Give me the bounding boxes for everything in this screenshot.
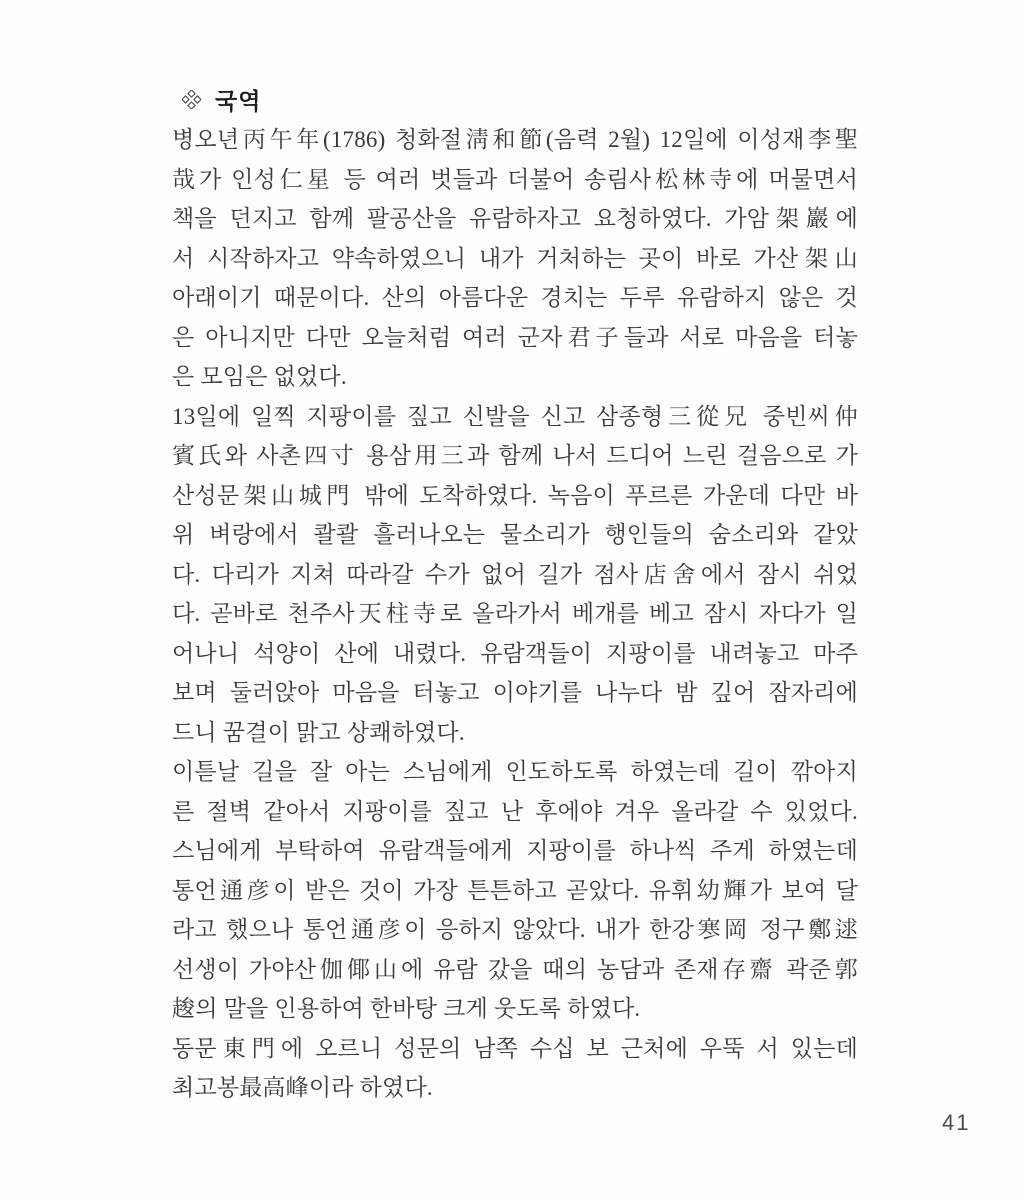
- text-line: 이튿날 길을 잘 아는 스님에게 인도하도록 하였는데 길이 깎아지: [172, 759, 858, 784]
- text-line: 선생이 가야산伽倻山에 유람 갔을 때의 농담과 존재存齋 곽준郭: [172, 956, 858, 982]
- text-line: 賓氏와 사촌四寸 용삼用三과 함께 나서 드디어 느린 걸음으로 가: [172, 443, 858, 468]
- text-line: 哉가 인성仁星 등 여러 벗들과 더불어 송림사松林寺에 머물면서: [172, 166, 858, 192]
- text-line: 산성문架山城門 밖에 도착하였다. 녹음이 푸르른 가운데 다만 바: [172, 482, 858, 508]
- text-line: 라고 했으나 통언通彦이 응하지 않았다. 내가 한강寒岡 정구鄭逑: [172, 917, 858, 942]
- section-title: 국역: [215, 88, 262, 114]
- text-line: 동문東門에 오르니 성문의 남쪽 수십 보 근처에 우뚝 서 있는데: [172, 1035, 858, 1061]
- text-line: 스님에게 부탁하여 유람객들에게 지팡이를 하나씩 주게 하였는데: [172, 838, 858, 863]
- page-number: 41: [942, 1110, 971, 1135]
- text-line: 드니 꿈결이 맑고 상쾌하였다.: [172, 719, 465, 745]
- section-header: [182, 83, 261, 116]
- text-line: 최고봉最高峰이라 하였다.: [172, 1075, 433, 1100]
- text-line: 다. 다리가 지쳐 따라갈 수가 없어 길가 점사店舍에서 잠시 쉬었: [172, 561, 858, 587]
- text-line: 책을 던지고 함께 팔공산을 유람하자고 요청하였다. 가암架巖에: [172, 206, 858, 231]
- diamond-cluster-icon: [182, 90, 201, 109]
- text-line: 은 모임은 없었다.: [172, 364, 347, 389]
- translation-body: [172, 120, 858, 1108]
- text-line: 서 시작하자고 약속하였으니 내가 거처하는 곳이 바로 가산架山: [172, 245, 858, 271]
- text-line: 13일에 일찍 지팡이를 짚고 신발을 신고 삼종형三從兄 중빈씨仲: [172, 403, 858, 429]
- text-line: 위 벼랑에서 콸콸 흘러나오는 물소리가 행인들의 숨소리와 같았: [172, 522, 858, 547]
- text-line: 다. 곧바로 천주사天柱寺로 올라가서 베개를 베고 잠시 자다가 일: [172, 601, 858, 626]
- text-line: 어나니 석양이 산에 내렸다. 유람객들이 지팡이를 내려놓고 마주: [172, 640, 858, 666]
- text-line: 은 아니지만 다만 오늘처럼 여러 군자君子들과 서로 마음을 터놓: [172, 324, 858, 350]
- text-line: 아래이기 때문이다. 산의 아름다운 경치는 두루 유람하지 않은 것: [172, 285, 858, 310]
- text-line: 병오년丙午年(1786) 청화절淸和節(음력 2월) 12일에 이성재李聖: [172, 127, 858, 152]
- text-line: 른 절벽 같아서 지팡이를 짚고 난 후에야 겨우 올라갈 수 있었다.: [172, 798, 858, 824]
- text-line: 통언通彦이 받은 것이 가장 튼튼하고 곧았다. 유휘幼輝가 보여 달: [172, 877, 858, 903]
- text-line: 䞭의 말을 인용하여 한바탕 크게 웃도록 하였다.: [172, 996, 641, 1021]
- text-line: 보며 둘러앉아 마음을 터놓고 이야기를 나누다 밤 깊어 잠자리에: [172, 680, 858, 705]
